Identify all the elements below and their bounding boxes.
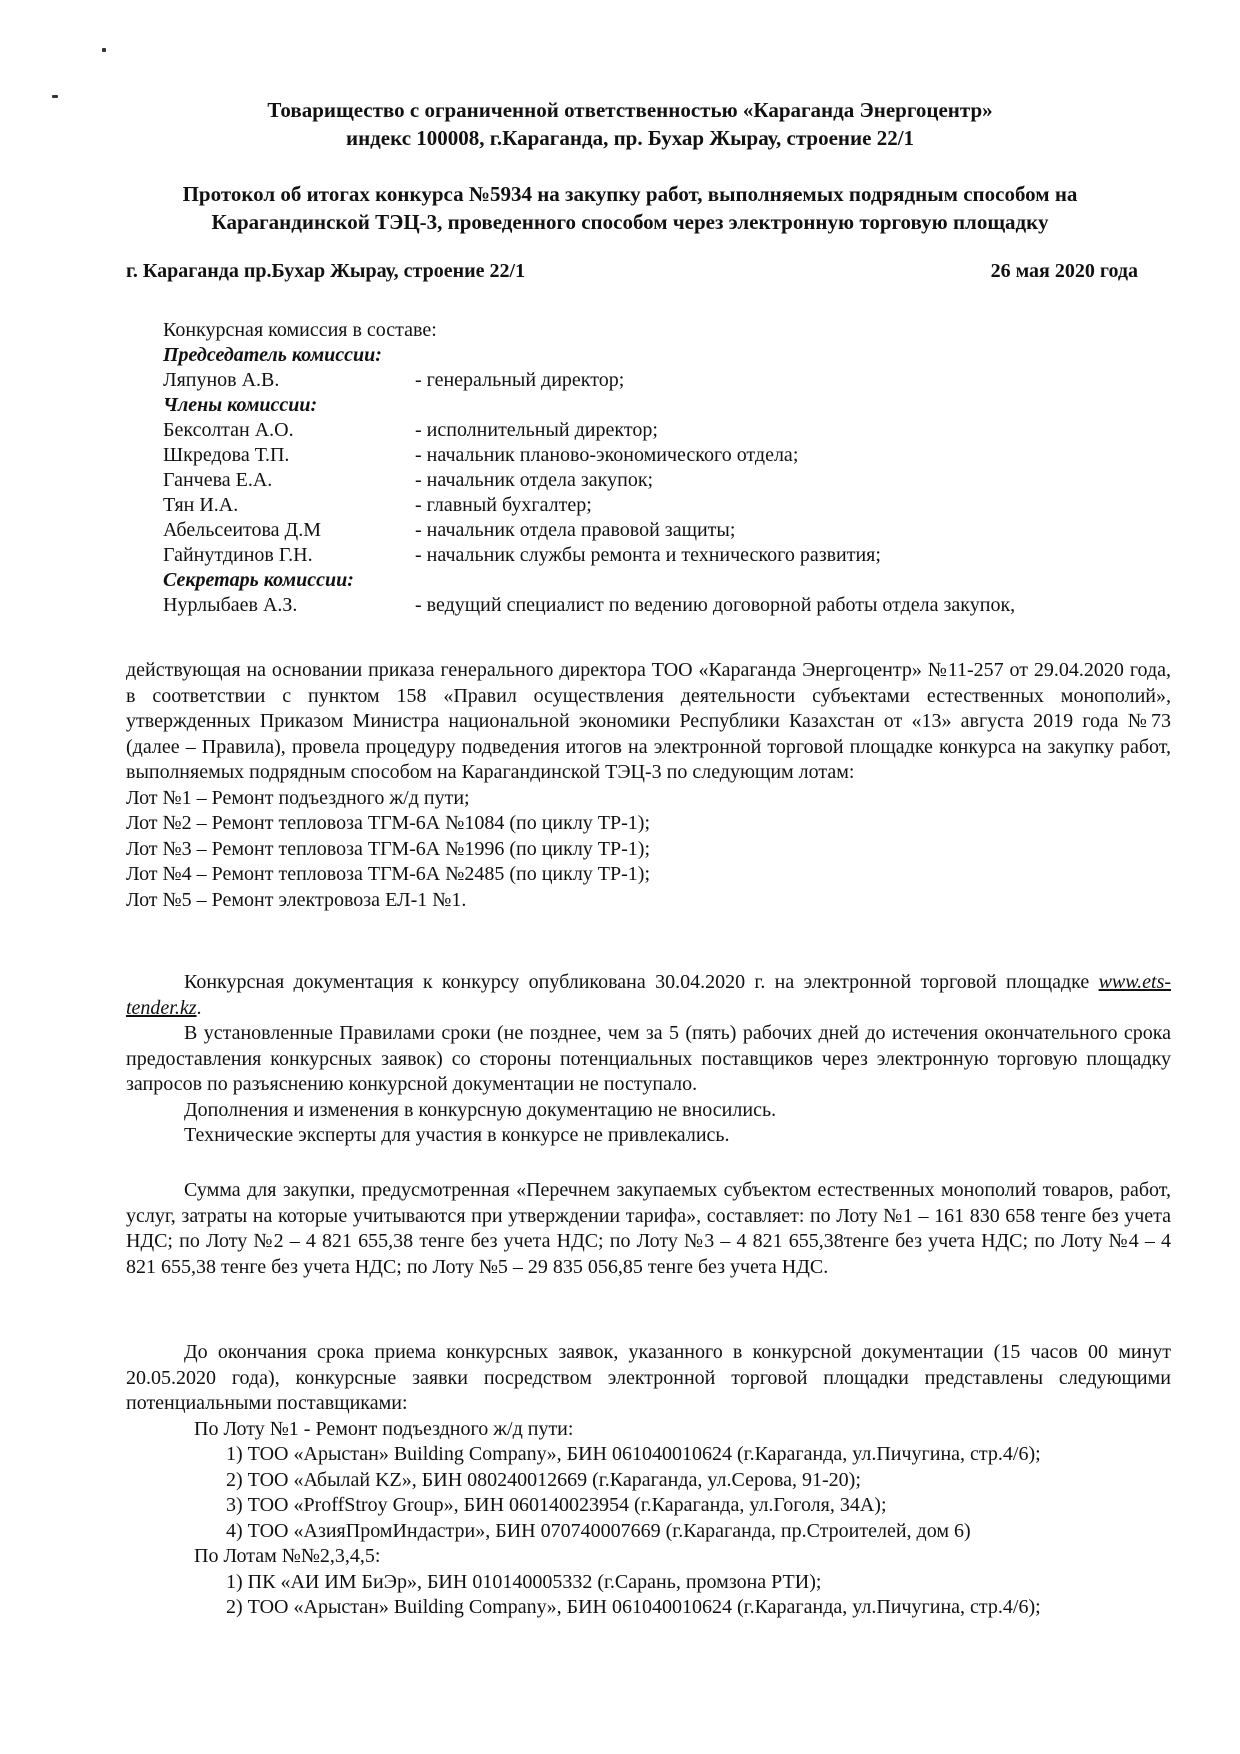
lot1-heading: По Лоту №1 - Ремонт подъездного ж/д пути: [194,1417,574,1440]
member-role: - начальник отдела закупок; [415,469,654,491]
scan-artifact [102,48,106,52]
org-header [130,96,1130,152]
documentation-text [126,970,1171,1149]
member-role: - начальник планово-экономического отдела; [415,444,799,466]
commission-row [163,593,1015,618]
paragraph-publication: Конкурсная документация к конкурсу опубликована 30.04.2020 г. на электронной торговой площадке www.ets-tender.kz. [126,971,1172,1019]
member-name: Ганчева Е.А. [163,469,273,491]
commission-row [163,518,1015,543]
place: г. Караганда пр.Бухар Жырау, строение 22/1 [126,260,526,282]
lot-item: Лот №2 – Ремонт тепловоза ТГМ-6А №1084 (по циклу ТР-1); [126,812,651,834]
member-name: Тян И.А. [163,494,239,516]
main-text [126,658,1171,913]
scan-artifact [52,95,58,98]
member-role: - ведущий специалист по ведению договорной работы отдела закупок, [415,594,1016,616]
member-name: Нурлыбаев А.З. [163,594,298,616]
member-role: - генеральный директор; [415,369,625,391]
bidder-item: 1) ТОО «Арыстан» Building Company», БИН 061040010624 (г.Караганда, ул.Пичугина, стр.4/6); [226,1443,1041,1465]
document-date: 26 мая 2020 года [990,260,1138,282]
commission-list [163,318,1015,618]
lot-item: Лот №1 – Ремонт подъездного ж/д пути; [126,786,470,809]
bidder-item: 1) ПК «АИ ИМ БиЭр», БИН 010140005332 (г.Сарань, промзона РТИ); [226,1570,822,1593]
member-name: Абельсеитова Д.М [163,519,321,541]
place-date-line [126,260,1138,283]
paragraph-experts: Технические эксперты для участия в конкурсе не привлекались. [184,1124,730,1146]
bidder-item: 2) ТОО «Арыстан» Building Company», БИН 061040010624 (г.Караганда, ул.Пичугина, стр.4/6); [226,1596,1041,1618]
bidder-item: 3) ТОО «ProffStroy Group», БИН 060140023954 (г.Караганда, ул.Гоголя, 34А); [226,1494,887,1516]
org-name: Товарищество с ограниченной ответственностью «Караганда Энергоцентр» [267,98,993,122]
member-role: - начальник службы ремонта и технического развития; [415,544,881,566]
commission-row [163,443,1015,468]
budget-text [126,1178,1171,1280]
secretary-heading: Секретарь комиссии: [163,569,354,591]
paragraph-authority: действующая на основании приказа генерального директора ТОО «Караганда Энергоцентр» №11-257 от 29.04.2020 года, в соответствии с пунктом 158 «Правил осуществления деятельности субъектами естественных монополий», утвержденных Приказом Министра национальной экономики Республики Казахстан от «13» августа 2019 года №73 (далее – Правила), провела процедуру подведения итогов на электронной торговой площадке конкурса на закупку работ, выполняемых подрядным способом на Карагандинской ТЭЦ-3 по следующим лотам: [126,659,1171,783]
lot-item: Лот №3 – Ремонт тепловоза ТГМ-6А №1996 (по циклу ТР-1); [126,837,651,860]
bidder-item: 4) ТОО «АзияПромИндастри», БИН 070740007669 (г.Караганда, пр.Строителей, дом 6) [226,1519,971,1542]
lot-item: Лот №5 – Ремонт электровоза ЕЛ-1 №1. [126,888,467,911]
commission-row [163,368,1015,393]
commission-row [163,418,1015,443]
paragraph-bids: До окончания срока приема конкурсных заявок, указанного в конкурсной документации (15 часов 00 минут 20.05.2020 года), конкурсные заявки посредством электронной торговой площадки представлены следующими потенциальными поставщиками: [126,1341,1171,1414]
commission-row [163,468,1015,493]
protocol-title-line2: Карагандинской ТЭЦ-3, проведенного способом через электронную торговую площадку [211,210,1049,234]
org-address: индекс 100008, г.Караганда, пр. Бухар Жырау, строение 22/1 [345,126,915,150]
member-name: Гайнутдинов Г.Н. [163,544,313,566]
paragraph-amendments: Дополнения и изменения в конкурсную документацию не вносились. [184,1098,777,1121]
protocol-title [130,180,1130,236]
commission-row [163,543,1015,568]
member-role: - начальник отдела правовой защиты; [415,519,736,541]
paragraph-clarifications: В установленные Правилами сроки (не позднее, чем за 5 (пять) рабочих дней до истечения окончательного срока предоставления конкурсных заявок) со стороны потенциальных поставщиков через электронную торговую площадку запросов по разъяснению конкурсной документации не поступало. [126,1022,1171,1095]
member-role: - исполнительный директор; [415,419,658,441]
lot-item: Лот №4 – Ремонт тепловоза ТГМ-6А №2485 (по циклу ТР-1); [126,863,651,885]
members-heading: Члены комиссии: [163,394,318,416]
member-name: Шкредова Т.П. [163,444,290,466]
bidder-item: 2) ТОО «Абылай KZ», БИН 080240012669 (г.Караганда, ул.Серова, 91-20); [226,1468,861,1491]
member-role: - главный бухгалтер; [415,494,592,516]
member-name: Бексолтан А.О. [163,419,294,441]
lots-2-5-heading: По Лотам №№2,3,4,5: [194,1545,381,1567]
tender-link[interactable]: www.ets-tender.kz [126,971,1172,1019]
commission-intro: Конкурсная комиссия в составе: [163,319,437,341]
chair-heading: Председатель комиссии: [163,344,382,366]
protocol-title-line1: Протокол об итогах конкурса №5934 на закупку работ, выполняемых подрядным способом на [182,182,1078,206]
publication-text: Конкурсная документация к конкурсу опубликована 30.04.2020 г. на электронной торговой площадке [184,971,1090,993]
bids-text [126,1340,1171,1621]
commission-row [163,493,1015,518]
member-name: Ляпунов А.В. [163,369,280,391]
paragraph-budget: Сумма для закупки, предусмотренная «Перечнем закупаемых субъектом естественных монополий товаров, работ, услуг, затраты на которые учитываются при утверждении тарифа», составляет: по Лоту №1 – 161 830 658 тенге без учета НДС; по Лоту №2 – 4 821 655,38 тенге без учета НДС; по Лоту №3 – 4 821 655,38тенге без учета НДС; по Лоту №4 – 4 821 655,38 тенге без учета НДС; по Лоту №5 – 29 835 056,85 тенге без учета НДС. [126,1179,1171,1278]
